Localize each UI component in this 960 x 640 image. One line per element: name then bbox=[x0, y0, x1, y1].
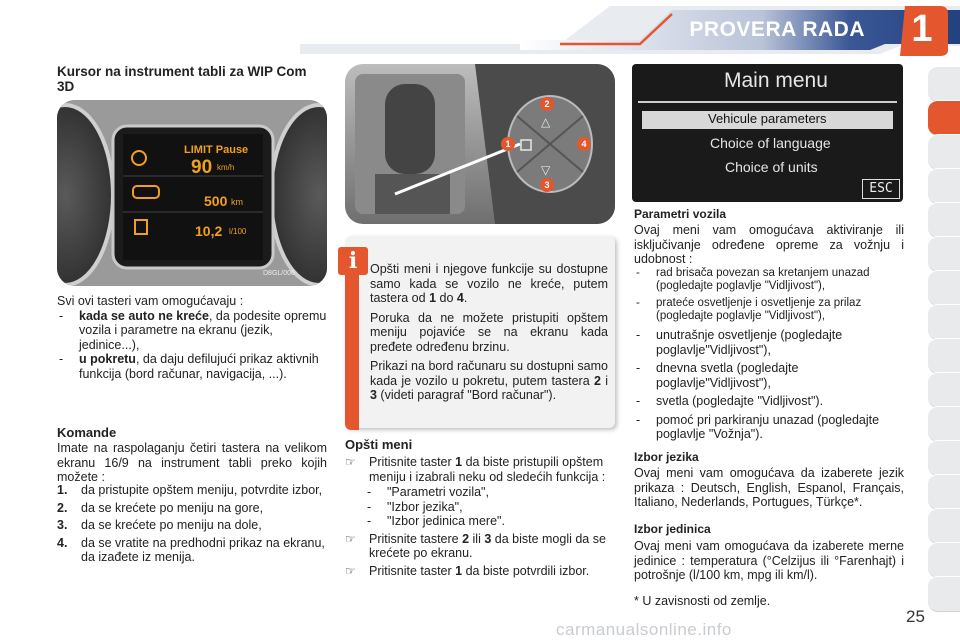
cluster-range-unit: km bbox=[231, 197, 243, 207]
info-text-bold: 3 bbox=[370, 388, 377, 402]
info-text-run: do bbox=[436, 291, 457, 305]
usage-item-bold: u pokretu bbox=[79, 352, 136, 366]
step-text: Pritisnite tastere bbox=[369, 531, 463, 546]
step-text-bold: 1 bbox=[455, 455, 463, 469]
usage-item-text: , da podesite opremu vozila i parametre na ekranu (jezik, jedinice...), bbox=[79, 308, 327, 352]
page-title: PROVERA RADA bbox=[689, 18, 865, 41]
info-text-bold: 4 bbox=[456, 291, 464, 305]
info-text-run: (videti paragraf "Bord računar"). bbox=[376, 388, 557, 402]
usage-list bbox=[57, 309, 327, 382]
footnote: * U zavisnosti od zemlje. bbox=[634, 594, 771, 608]
command-text: da se krećete po meniju na gore, bbox=[81, 500, 264, 515]
command-number: 3. bbox=[57, 518, 68, 532]
params-item: - unutrašnje osvetljenje (pogledajte poglavlje"Vidljivost"), bbox=[634, 328, 904, 357]
params-item: - prateće osvetljenje i osvetljenje za prilaz (pogledajte poglavlje "Vidljivost"), bbox=[634, 297, 904, 323]
step-item bbox=[345, 532, 615, 561]
info-text-bold: 2 bbox=[593, 373, 601, 388]
chapter-number: 1 bbox=[911, 8, 933, 50]
usage-item-bold: kada se auto ne kreće bbox=[79, 308, 209, 323]
main-menu-divider bbox=[638, 101, 897, 103]
section-heading-language: Izbor jezika bbox=[634, 450, 699, 464]
pointing-hand-icon: ☞ bbox=[345, 563, 356, 578]
chapter-tab[interactable] bbox=[928, 474, 960, 510]
cluster-speed: 90 bbox=[191, 157, 213, 178]
step-text-bold: 2 bbox=[462, 531, 470, 546]
chapter-tab[interactable] bbox=[928, 134, 960, 170]
info-box-accent-strip bbox=[345, 275, 359, 430]
pointing-hand-icon: ☞ bbox=[345, 531, 356, 546]
esc-button[interactable]: ESC bbox=[862, 179, 900, 199]
command-number: 2. bbox=[57, 500, 68, 515]
button-badge-3: 3 bbox=[540, 178, 554, 192]
info-paragraph bbox=[370, 262, 608, 306]
step-text: da biste pristupili opštem meniju i izabrali neku od sledećih funkcija : bbox=[369, 455, 606, 484]
section-heading-units: Izbor jedinica bbox=[634, 522, 711, 536]
chapter-tab[interactable] bbox=[928, 372, 960, 408]
cluster-speed-unit: km/h bbox=[217, 163, 235, 172]
command-item bbox=[57, 536, 327, 565]
usage-item bbox=[57, 352, 327, 381]
pointing-hand-icon: ☞ bbox=[345, 455, 356, 469]
step-text-bold: 3 bbox=[484, 531, 492, 546]
step-text: Pritisnite taster bbox=[369, 455, 456, 469]
cluster-range: 500 bbox=[204, 193, 228, 209]
step-text: Pritisnite taster bbox=[369, 563, 456, 578]
step-text: da biste potvrdili izbor. bbox=[462, 563, 590, 578]
params-intro: Ovaj meni vam omogućava aktiviranje ili isključivanje određene opreme za vožnju i udobnost : bbox=[634, 223, 904, 266]
info-paragraph: Poruka da ne možete pristupiti opštem meniju pojaviće se na ekranu kada pređete određenu brzinu. bbox=[370, 310, 608, 354]
button-badge-1: 1 bbox=[501, 137, 515, 151]
language-text: Ovaj meni vam omogućava da izaberete jezik prikaza : Deutsch, English, Espanol, Français, Italiano, Nederlands, Portugues, Türkçe*. bbox=[634, 466, 904, 509]
usage-item-text: , da daju defilujući prikaz aktivnih funkcija (bord računar, navigacija, ...). bbox=[79, 352, 319, 381]
step-item bbox=[345, 455, 615, 484]
chapter-tab[interactable] bbox=[928, 270, 960, 306]
function-option: - "Izbor jedinica mere". bbox=[365, 514, 615, 529]
chapter-tab[interactable] bbox=[928, 236, 960, 272]
step-text: ili bbox=[469, 531, 485, 546]
chapter-tab[interactable] bbox=[928, 406, 960, 442]
main-menu-item-language[interactable]: Choice of language bbox=[710, 135, 831, 151]
cluster-image-code: D8GL/006 bbox=[263, 270, 295, 277]
function-option: - "Izbor jezika", bbox=[365, 500, 615, 515]
params-item: - svetla (pogledajte "Vidljivost"). bbox=[634, 394, 904, 409]
buttons-intro bbox=[57, 294, 327, 381]
instrument-cluster-photo bbox=[57, 100, 327, 286]
chapter-tab-active[interactable] bbox=[928, 100, 960, 136]
main-menu-item-vehicle-parameters[interactable]: Vehicule parameters bbox=[708, 111, 827, 126]
info-text-run: . bbox=[463, 291, 468, 305]
page-number: 25 bbox=[906, 607, 925, 626]
chapter-tab[interactable] bbox=[928, 338, 960, 374]
info-icon: i bbox=[338, 247, 368, 275]
chapter-tab[interactable] bbox=[928, 168, 960, 204]
info-text-run: i bbox=[600, 373, 608, 388]
command-number: 4. bbox=[57, 535, 68, 550]
cluster-consumption-unit: l/100 bbox=[229, 227, 247, 236]
instrument-cluster-illustration bbox=[57, 100, 327, 286]
chapter-tab[interactable] bbox=[928, 304, 960, 340]
step-item bbox=[345, 564, 615, 579]
info-text-run: Opšti meni i njegove funkcije su dostupne samo kada se vozilo ne kreće, putem tastera od bbox=[370, 262, 608, 305]
watermark: carmanualsonline.info bbox=[556, 620, 732, 639]
params-list bbox=[634, 267, 904, 442]
main-menu-title: Main menu bbox=[724, 69, 828, 92]
usage-item bbox=[57, 309, 327, 353]
units-text: Ovaj meni vam omogućava da izaberete merne jedinice : temperatura (°Celzijus ili °Farenhajt) i potrošnje (l/100 km, mpg ili km/l). bbox=[634, 539, 904, 582]
command-item bbox=[57, 518, 327, 533]
main-menu-item-units[interactable]: Choice of units bbox=[725, 159, 818, 175]
commands-intro: Imate na raspolaganju četiri tastera na velikom ekranu 16/9 na instrument tabli preko kojih možete : bbox=[57, 441, 327, 484]
info-text-bold: 1 bbox=[429, 291, 437, 305]
chapter-tab[interactable] bbox=[928, 440, 960, 476]
step-text-bold: 1 bbox=[455, 563, 463, 578]
commands-list bbox=[57, 483, 327, 565]
main-menu-screen bbox=[632, 64, 903, 202]
chapter-tab[interactable] bbox=[928, 66, 960, 102]
info-text-run: Prikazi na bord računaru su dostupni samo kada je vozilo u pokretu, putem tastera bbox=[370, 359, 608, 388]
chapter-tab[interactable] bbox=[928, 202, 960, 238]
command-item bbox=[57, 483, 327, 498]
command-text: da se vratite na predhodni prikaz na ekranu, da izađete iz menija. bbox=[81, 535, 325, 564]
button-badge-4: 4 bbox=[577, 137, 591, 151]
params-item: - pomoć pri parkiranju unazad (pogledajte poglavlje "Vožnja"). bbox=[634, 413, 904, 442]
info-paragraph bbox=[370, 359, 608, 403]
intro-text: Svi ovi tasteri vam omogućavaju : bbox=[57, 294, 244, 308]
steering-controls-illustration bbox=[345, 64, 615, 224]
command-text: da pristupite opštem meniju, potvrdite izbor, bbox=[81, 483, 323, 497]
command-text: da se krećete po meniju na dole, bbox=[81, 518, 262, 532]
svg-text:△: △ bbox=[541, 115, 551, 129]
steering-controls-photo bbox=[345, 64, 615, 224]
command-item bbox=[57, 501, 327, 516]
section-heading-cursor: Kursor na instrument tabli za WIP Com 3D bbox=[57, 64, 307, 94]
function-option: - "Parametri vozila", bbox=[365, 485, 615, 500]
button-badge-2: 2 bbox=[540, 97, 554, 111]
cluster-consumption: 10,2 bbox=[195, 223, 223, 239]
info-text bbox=[370, 262, 608, 403]
params-item: - rad brisača povezan sa kretanjem unazad (pogledajte poglavlje "Vidljivost"), bbox=[634, 267, 904, 293]
cluster-limit-label: LIMIT Pause bbox=[184, 144, 249, 156]
section-heading-vehicle-parameters: Parametri vozila bbox=[634, 207, 727, 221]
section-heading-commands: Komande bbox=[57, 425, 117, 440]
function-options bbox=[365, 485, 615, 529]
section-heading-general-menu: Opšti meni bbox=[345, 437, 413, 452]
params-item: - dnevna svetla (pogledajte poglavlje"Vidljivost"), bbox=[634, 361, 904, 390]
chapter-tab[interactable] bbox=[928, 542, 960, 578]
general-menu-steps bbox=[345, 455, 615, 578]
svg-text:▽: ▽ bbox=[541, 163, 551, 177]
chapter-tab[interactable] bbox=[928, 576, 960, 612]
chapter-tab[interactable] bbox=[928, 508, 960, 544]
chapter-tab-strip bbox=[928, 66, 960, 626]
step-text: da biste mogli da se krećete po ekranu. bbox=[369, 531, 606, 560]
command-number: 1. bbox=[57, 483, 68, 497]
